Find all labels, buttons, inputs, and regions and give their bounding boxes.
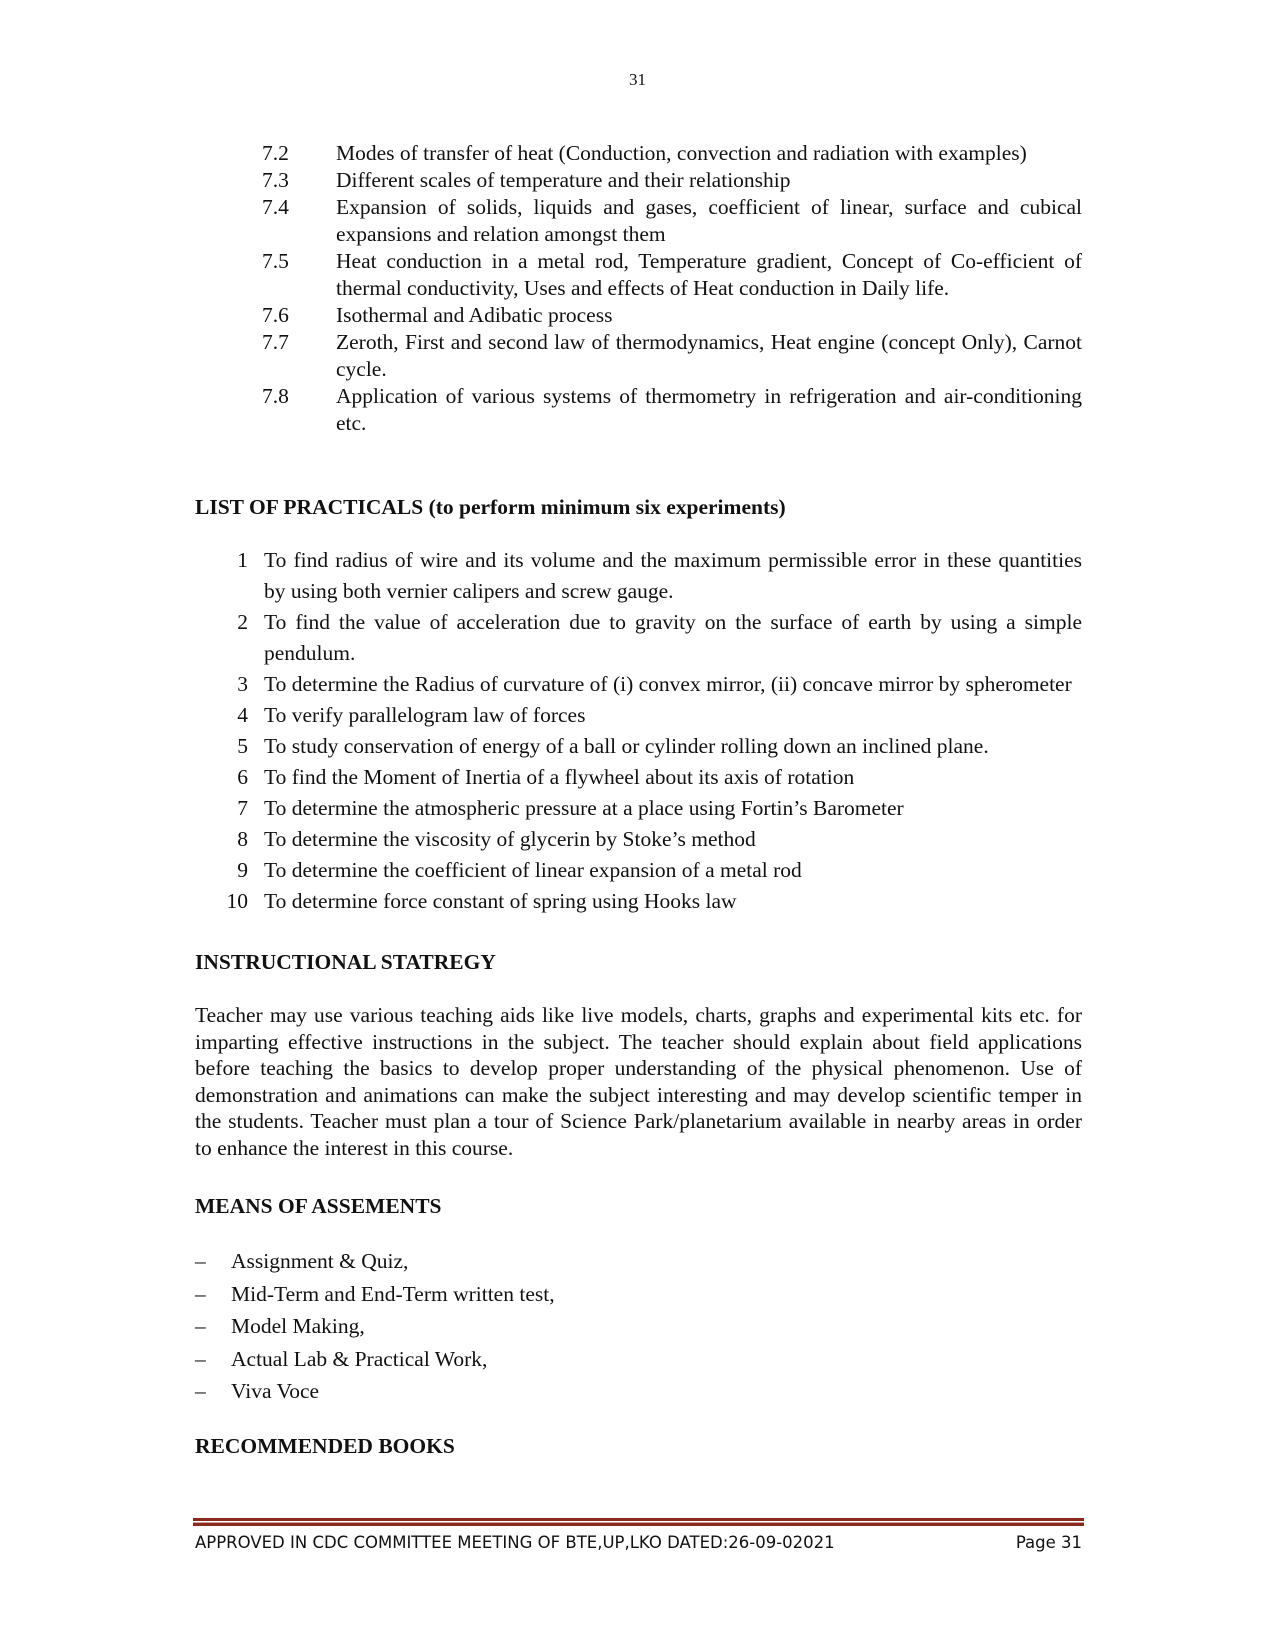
topic-number: 7.2	[262, 141, 289, 165]
topic-text: Zeroth, First and second law of thermodynamics, Heat engine (concept Only), Carnot cycle.	[336, 330, 1082, 381]
topic-list	[262, 140, 1082, 437]
topic-text: Different scales of temperature and their relationship	[336, 168, 791, 192]
practical-text: To determine the coefficient of linear expansion of a metal rod	[264, 858, 802, 882]
dash-bullet: –	[195, 1379, 206, 1403]
practical-number: 8	[237, 827, 248, 851]
strategy-paragraph: Teacher may use various teaching aids like live models, charts, graphs and experimental kits etc. for imparting effective instructions in the subject. The teacher should explain about field applications before teaching the basics to develop proper understanding of the physical phenomenon. Use of demonstration and animations can make the subject interesting and may develop scientific temper in the students. Teacher must plan a tour of Science Park/planetarium available in nearby areas in order to enhance the interest in this course.	[195, 1003, 1082, 1160]
dash-bullet: –	[195, 1346, 206, 1371]
topic-number: 7.4	[262, 195, 289, 219]
practical-text: To find radius of wire and its volume and the maximum permissible error in these quantities by using both vernier calipers and screw gauge.	[264, 548, 1082, 603]
practical-item	[212, 545, 1082, 607]
topic-text: Modes of transfer of heat (Conduction, convection and radiation with examples)	[336, 141, 1027, 165]
practical-number: 5	[237, 734, 248, 758]
footer-divider	[193, 1518, 1084, 1526]
dash-bullet: –	[195, 1314, 206, 1338]
dash-bullet: –	[195, 1281, 206, 1306]
practical-number: 9	[237, 858, 248, 882]
topic-text: Application of various systems of thermometry in refrigeration and air-conditioning etc.	[336, 384, 1082, 435]
practical-number: 7	[237, 796, 248, 820]
practical-text: To verify parallelogram law of forces	[264, 703, 586, 727]
dash-bullet: –	[195, 1249, 206, 1273]
assessment-text: Assignment & Quiz,	[231, 1249, 409, 1273]
topic-item	[262, 329, 1082, 383]
practical-item	[212, 700, 1082, 731]
topic-number: 7.5	[262, 249, 289, 273]
practical-text: To determine the atmospheric pressure at a place using Fortin’s Barometer	[264, 796, 904, 820]
assessment-text: Model Making,	[231, 1314, 365, 1338]
practical-item	[212, 886, 1082, 917]
practical-number: 2	[237, 610, 248, 634]
assessment-item	[195, 1375, 555, 1408]
page-number: 31	[629, 70, 646, 89]
practical-item	[212, 855, 1082, 886]
practical-item	[212, 762, 1082, 793]
topic-item	[262, 140, 1082, 167]
footer-page-label: Page 31	[1015, 1533, 1082, 1552]
practical-item	[212, 607, 1082, 669]
topic-text: Isothermal and Adibatic process	[336, 303, 613, 327]
practicals-list	[212, 545, 1082, 917]
practical-number: 1	[237, 548, 248, 572]
practical-item	[212, 669, 1082, 700]
footer-approval-note: APPROVED IN CDC COMMITTEE MEETING OF BTE,UP,LKO DATED:26-09-02021	[195, 1533, 835, 1552]
topic-item	[262, 383, 1082, 437]
topic-number: 7.3	[262, 168, 289, 192]
assessment-text: Actual Lab & Practical Work,	[231, 1346, 488, 1371]
topic-item	[262, 194, 1082, 248]
practical-item	[212, 793, 1082, 824]
topic-number: 7.7	[262, 330, 289, 354]
assessment-item	[195, 1310, 555, 1343]
strategy-heading: INSTRUCTIONAL STATREGY	[195, 950, 496, 974]
practical-item	[212, 731, 1082, 762]
practicals-heading: LIST OF PRACTICALS (to perform minimum six experiments)	[195, 495, 786, 519]
practical-text: To determine force constant of spring using Hooks law	[264, 889, 737, 913]
topic-number: 7.8	[262, 384, 289, 408]
assessment-item	[195, 1343, 555, 1376]
books-heading: RECOMMENDED BOOKS	[195, 1434, 455, 1458]
assessment-item	[195, 1278, 555, 1311]
practical-number: 3	[237, 672, 248, 696]
practical-text: To determine the viscosity of glycerin by Stoke’s method	[264, 827, 756, 851]
topic-item	[262, 167, 1082, 194]
assessment-item	[195, 1245, 555, 1278]
assessment-text: Mid-Term and End-Term written test,	[231, 1281, 555, 1306]
practical-number: 10	[226, 889, 248, 913]
practical-text: To determine the Radius of curvature of (i) convex mirror, (ii) concave mirror by spherometer	[264, 672, 1072, 696]
topic-text: Heat conduction in a metal rod, Temperature gradient, Concept of Co-efficient of thermal conductivity, Uses and effects of Heat conduction in Daily life.	[336, 249, 1082, 300]
topic-item	[262, 248, 1082, 302]
practical-text: To study conservation of energy of a ball or cylinder rolling down an inclined plane.	[264, 734, 989, 758]
practical-item	[212, 824, 1082, 855]
practical-text: To find the value of acceleration due to gravity on the surface of earth by using a simple pendulum.	[264, 610, 1082, 665]
practical-number: 4	[237, 703, 248, 727]
practical-number: 6	[237, 765, 248, 789]
topic-item	[262, 302, 1082, 329]
topic-text: Expansion of solids, liquids and gases, coefficient of linear, surface and cubical expansions and relation amongst them	[336, 195, 1082, 246]
topic-number: 7.6	[262, 303, 289, 327]
practical-text: To find the Moment of Inertia of a flywheel about its axis of rotation	[264, 765, 855, 789]
assessment-text: Viva Voce	[231, 1379, 320, 1403]
assessments-heading: MEANS OF ASSEMENTS	[195, 1194, 442, 1218]
assessments-list	[195, 1245, 555, 1408]
